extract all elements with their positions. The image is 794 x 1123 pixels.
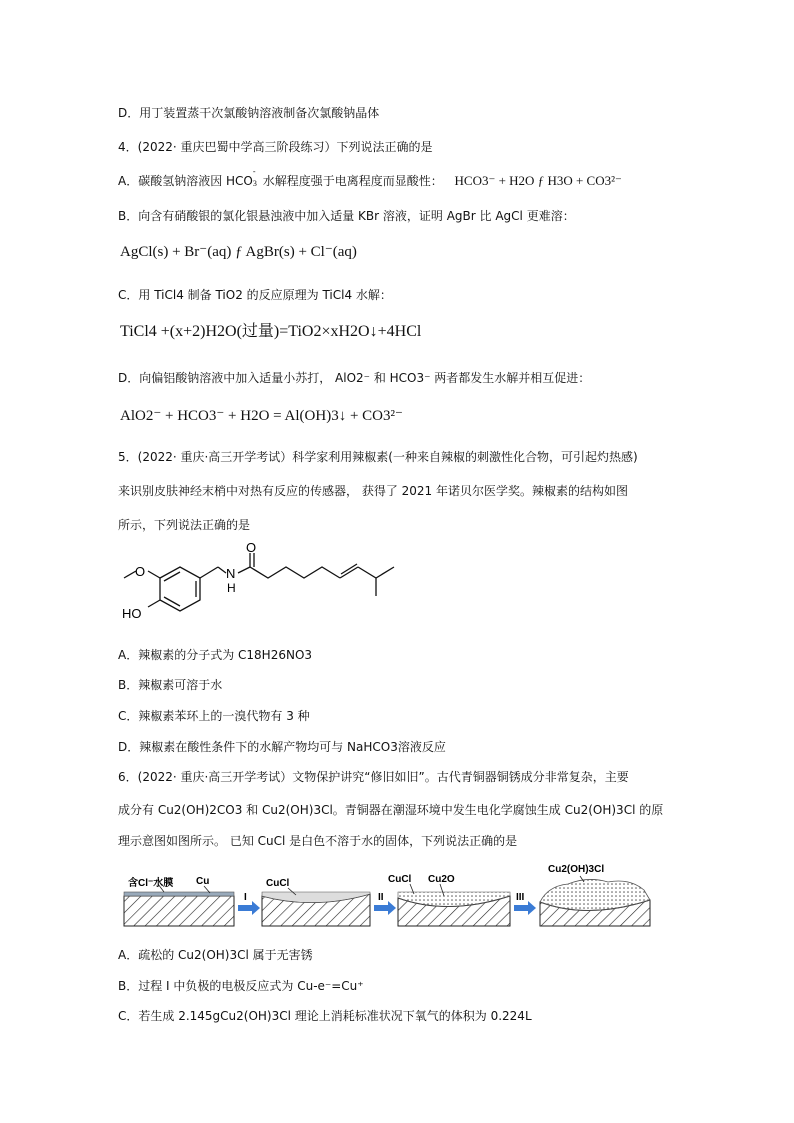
q4-stem: 4．(2022· 重庆巴蜀中学高三阶段练习）下列说法正确的是 bbox=[118, 140, 433, 154]
q4-option-a-text2: 水解程度强于电离程度而显酸性： bbox=[258, 174, 443, 188]
q4-option-d: D．向偏铝酸钠溶液中加入适量小苏打， AlO2⁻ 和 HCO3⁻ 两者都发生水解并相互促进： bbox=[118, 371, 591, 385]
q4-option-a-text: A．碳酸氢钠溶液因 HCO bbox=[118, 174, 253, 188]
q6-option-c: C．若生成 2.145gCu2(OH)3Cl 理论上消耗标准状况下氧气的体积为 0.224L bbox=[118, 1009, 532, 1023]
q6-stem-line2: 成分有 Cu2(OH)2CO3 和 Cu2(OH)3Cl。青铜器在潮湿环境中发生电化学腐蚀生成 Cu2(OH)3Cl 的原 bbox=[118, 803, 664, 817]
q4-option-b: B．向含有硝酸银的氯化银悬浊液中加入适量 KBr 溶液，证明 AgBr 比 AgCl 更难溶： bbox=[118, 209, 575, 223]
structure-ho: HO bbox=[122, 606, 142, 621]
q4-option-d-equation: AlO2⁻ + HCO3⁻ + H2O = Al(OH)3↓ + CO3²⁻ bbox=[120, 408, 403, 424]
q4-option-c-equation: TiCl4 +(x+2)H2O(过量)=TiO2×xH2O↓+4HCl bbox=[120, 323, 422, 340]
structure-h: H bbox=[227, 581, 236, 595]
capsaicin-structure bbox=[118, 540, 418, 630]
q5-option-c: C．辣椒素苯环上的一溴代物有 3 种 bbox=[118, 709, 310, 723]
q5-stem-line1: 5．(2022· 重庆·高三开学考试）科学家利用辣椒素(一种来自辣椒的刺激性化合物，可引起灼热感) bbox=[118, 450, 638, 464]
q3-option-d: D．用丁装置蒸干次氯酸钠溶液制备次氯酸钠晶体 bbox=[118, 106, 380, 120]
q6-stem-line3: 理示意图如图所示。 已知 CuCl 是白色不溶于水的固体，下列说法正确的是 bbox=[118, 834, 518, 848]
label-cucl-panel2: CuCl bbox=[266, 878, 290, 889]
step-i: I bbox=[244, 892, 247, 903]
label-rust: Cu2(OH)3Cl bbox=[548, 864, 605, 875]
q5-option-d: D．辣椒素在酸性条件下的水解产物均可与 NaHCO3溶液反应 bbox=[118, 740, 446, 754]
q4-option-b-equation: AgCl(s) + Br⁻(aq) ƒ AgBr(s) + Cl⁻(aq) bbox=[120, 244, 357, 260]
q6-option-b: B．过程 I 中负极的电极反应式为 Cu-e⁻=Cu⁺ bbox=[118, 979, 364, 993]
q6-stem-line1: 6．(2022· 重庆·高三开学考试）文物保护讲究“修旧如旧”。古代青铜器铜锈成分非常复杂，主要 bbox=[118, 770, 629, 784]
structure-n: N bbox=[226, 566, 236, 581]
label-cu2o: Cu2O bbox=[428, 874, 455, 885]
label-cucl-panel3: CuCl bbox=[388, 874, 412, 885]
corrosion-diagram bbox=[118, 862, 658, 938]
q4-option-a: A．碳酸氢钠溶液因 HCO 3 - 水解程度强于电离程度而显酸性： HCO3⁻ + H2O ƒ H3O + CO3²⁻ bbox=[118, 167, 622, 188]
q4-option-a-equation: HCO3⁻ + H2O ƒ H3O + CO3²⁻ bbox=[454, 173, 622, 188]
q5-stem-line3: 所示，下列说法正确的是 bbox=[118, 518, 251, 532]
q6-option-a: A．疏松的 Cu2(OH)3Cl 属于无害锈 bbox=[118, 948, 313, 962]
structure-methoxy-o: O bbox=[135, 564, 146, 579]
q5-option-b: B．辣椒素可溶于水 bbox=[118, 678, 223, 692]
q5-stem-line2: 来识别皮肤神经末梢中对热有反应的传感器， 获得了 2021 年诺贝尔医学奖。辣椒素的结构如图 bbox=[118, 484, 628, 498]
q5-option-a: A．辣椒素的分子式为 C18H26NO3 bbox=[118, 648, 313, 662]
step-ii: II bbox=[378, 892, 384, 903]
label-cu: Cu bbox=[196, 876, 210, 887]
label-cl-water-film: 含Cl⁻水膜 bbox=[128, 878, 174, 889]
q4-option-c: C．用 TiCl4 制备 TiO2 的反应原理为 TiCl4 水解： bbox=[118, 288, 392, 302]
structure-carbonyl-o: O bbox=[246, 540, 257, 555]
step-iii: III bbox=[516, 892, 525, 903]
